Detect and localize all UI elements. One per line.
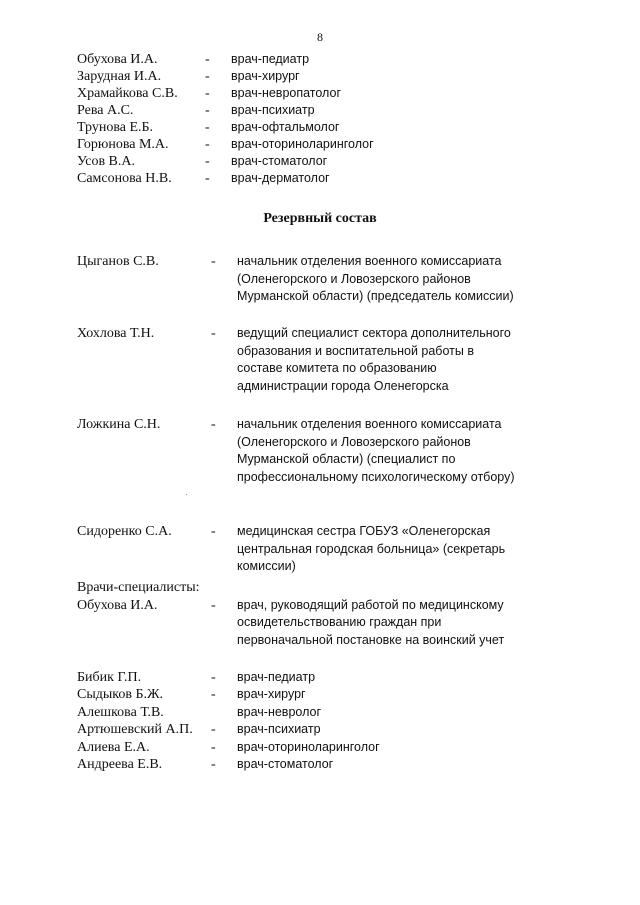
member-role: врач-стоматолог — [237, 757, 334, 772]
member-role: врач-офтальмолог — [231, 120, 340, 134]
separator-dash: - — [205, 69, 210, 84]
member-name: Сыдыков Б.Ж. — [77, 687, 164, 703]
reserve-list — [0, 253, 640, 774]
member-role: медицинская сестра ГОБУЗ «Оленегорская центральная городская больница» (секретарь комиссии) — [237, 524, 506, 574]
specialist-row — [0, 721, 640, 739]
member-name: Хохлова Т.Н. — [77, 326, 155, 341]
member-row — [0, 153, 640, 170]
member-row — [0, 170, 640, 187]
separator-dash: - — [205, 86, 210, 101]
separator-dash: - — [211, 669, 216, 685]
separator-dash: - — [205, 103, 210, 118]
member-role: врач-дерматолог — [231, 171, 330, 185]
separator-dash: - — [211, 524, 216, 539]
member-role: врач-педиатр — [231, 52, 310, 66]
member-row — [0, 85, 640, 102]
member-name: Зарудная И.А. — [77, 69, 162, 84]
member-name: Цыганов С.В. — [77, 254, 159, 269]
member-name: Обухова И.А. — [77, 597, 158, 613]
reserve-row — [0, 416, 640, 523]
specialist-row — [0, 669, 640, 687]
member-row — [0, 68, 640, 85]
separator-dash — [205, 704, 237, 722]
member-name: Самсонова Н.В. — [77, 171, 172, 186]
member-role: врач-психиатр — [231, 103, 315, 117]
separator-dash: - — [211, 326, 216, 341]
specialist-row — [0, 756, 640, 774]
separator-dash: - — [211, 739, 216, 755]
member-role: врач, руководящий работой по медицинскому освидетельствованию граждан при первоначальной постановке на воинский учет — [237, 597, 505, 647]
specialist-row — [0, 597, 640, 669]
member-name: Алешкова Т.В. — [77, 704, 164, 720]
separator-dash: - — [211, 254, 216, 269]
reserve-row — [0, 523, 640, 579]
member-name: Рева А.С. — [77, 103, 134, 118]
member-row — [0, 102, 640, 119]
member-role: врач-стоматолог — [231, 154, 328, 168]
specialists-heading: Врачи-специалисты: — [77, 580, 200, 595]
member-row — [0, 136, 640, 153]
member-name: Сидоренко С.А. — [77, 524, 172, 539]
member-name: Трунова Е.Б. — [77, 120, 154, 135]
member-row — [0, 119, 640, 136]
member-role: врач-хирург — [237, 687, 306, 702]
member-name: Горюнова М.А. — [77, 137, 169, 152]
member-role: врач-оториноларинголог — [231, 137, 374, 151]
specialist-row — [0, 739, 640, 757]
member-role: врач-невролог — [237, 704, 322, 719]
member-role: врач-хирург — [231, 69, 300, 83]
reserve-row — [0, 325, 640, 416]
commission-main-list — [0, 51, 640, 187]
member-role: врач-невропатолог — [231, 86, 341, 100]
member-name: Артюшевский А.П. — [77, 722, 193, 738]
reserve-row — [0, 253, 640, 325]
page-number: 8 — [317, 30, 323, 44]
separator-dash: - — [211, 687, 216, 703]
scan-speck — [186, 494, 187, 495]
separator-dash: - — [211, 722, 216, 738]
member-row — [0, 51, 640, 68]
separator-dash: - — [211, 417, 216, 432]
member-role: ведущий специалист сектора дополнительного образования и воспитательной работы в составе комитета по образованию администрации города Оленегорска — [237, 326, 511, 393]
specialist-row — [0, 686, 640, 704]
separator-dash: - — [205, 52, 210, 67]
member-name: Алиева Е.А. — [77, 739, 150, 755]
member-name: Ложкина С.Н. — [77, 417, 161, 432]
member-name: Храмайкова С.В. — [77, 86, 178, 101]
separator-dash: - — [205, 154, 210, 169]
member-role: врач-психиатр — [237, 722, 321, 737]
separator-dash: - — [205, 137, 210, 152]
specialist-row — [0, 704, 640, 722]
separator-dash: - — [205, 120, 210, 135]
member-role: врач-педиатр — [237, 669, 316, 684]
separator-dash: - — [205, 171, 210, 186]
member-role: врач-оториноларинголог — [237, 739, 380, 754]
member-name: Бибик Г.П. — [77, 669, 142, 685]
member-name: Андреева Е.В. — [77, 757, 163, 773]
separator-dash: - — [211, 757, 216, 773]
section-title-reserve: Резервный состав — [263, 211, 377, 226]
member-role: начальник отделения военного комиссариата (Оленегорского и Ловозерского районов Мурманской области) (председатель комиссии) — [237, 254, 514, 304]
member-role: начальник отделения военного комиссариата (Оленегорского и Ловозерского районов Мурманской области) (специалист по профессиональному психологическому отбору) — [237, 417, 515, 484]
member-name: Усов В.А. — [77, 154, 136, 169]
member-name: Обухова И.А. — [77, 52, 158, 67]
separator-dash: - — [211, 597, 216, 613]
